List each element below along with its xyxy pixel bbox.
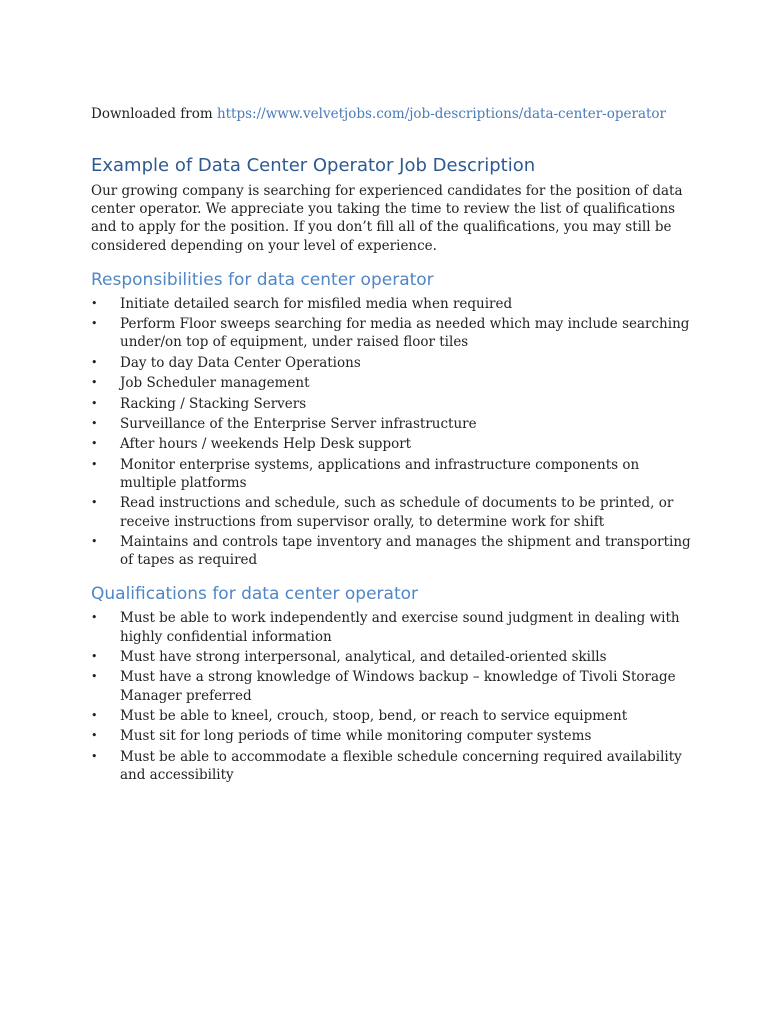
list-item-text: Must be able to kneel, crouch, stoop, bend, or reach to service equipment [120, 707, 628, 724]
list-item [91, 395, 691, 413]
list-item [91, 727, 691, 745]
bullet-icon: • [91, 437, 98, 451]
bullet-icon: • [91, 611, 98, 625]
list-item [91, 707, 691, 725]
list-item [91, 648, 691, 666]
list-item [91, 435, 691, 453]
list-item-text: After hours / weekends Help Desk support [120, 436, 412, 453]
list-item [91, 748, 691, 784]
bullet-icon: • [91, 496, 98, 510]
source-url-link[interactable]: https://www.velvetjobs.com/job-descriptions/data-center-operator [216, 106, 666, 122]
list-item [91, 415, 691, 433]
intro-paragraph: Our growing company is searching for experienced candidates for the position of data center operator. We appreciate you taking the time to review the list of qualifications and to apply for the position. If you don’t fill all of the qualifications, you may still be considered depending on your level of experience. [91, 183, 683, 254]
list-item [91, 315, 691, 351]
list-item-text: Initiate detailed search for misfiled media when required [120, 295, 513, 312]
list-item-text: Read instructions and schedule, such as schedule of documents to be printed, or receive instructions from supervisor orally, to determine work for shift [120, 495, 674, 530]
bullet-icon: • [91, 416, 98, 430]
list-item [91, 533, 691, 569]
list-item-text: Must have strong interpersonal, analytical, and detailed-oriented skills [120, 648, 607, 665]
qualifications-heading: Qualifications for data center operator [91, 584, 419, 605]
list-item-text: Racking / Stacking Servers [120, 395, 307, 412]
bullet-icon: • [91, 376, 98, 390]
downloaded-from-label: Downloaded from [91, 106, 213, 122]
bullet-icon: • [91, 396, 98, 410]
list-item-text: Day to day Data Center Operations [120, 354, 361, 371]
list-item-text: Job Scheduler management [120, 375, 310, 392]
bullet-icon: • [91, 534, 98, 548]
list-item [91, 494, 691, 530]
responsibilities-list [91, 295, 691, 570]
qualifications-list [91, 609, 691, 784]
document-title: Example of Data Center Operator Job Description [91, 155, 536, 176]
responsibilities-heading: Responsibilities for data center operator [91, 269, 434, 290]
list-item [91, 668, 691, 704]
list-item [91, 295, 691, 313]
document-page [91, 104, 691, 786]
list-item [91, 456, 691, 492]
list-item [91, 354, 691, 372]
list-item [91, 374, 691, 392]
bullet-icon: • [91, 708, 98, 722]
list-item-text: Must be able to accommodate a flexible schedule concerning required availability and accessibility [120, 748, 682, 783]
list-item-text: Monitor enterprise systems, applications and infrastructure components on multiple platforms [120, 456, 640, 491]
list-item [91, 609, 691, 645]
list-item-text: Must be able to work independently and exercise sound judgment in dealing with highly confidential information [120, 610, 680, 645]
bullet-icon: • [91, 670, 98, 684]
source-line [91, 104, 691, 124]
bullet-icon: • [91, 749, 98, 763]
bullet-icon: • [91, 649, 98, 663]
bullet-icon: • [91, 729, 98, 743]
list-item-text: Must sit for long periods of time while monitoring computer systems [120, 728, 592, 745]
list-item-text: Perform Floor sweeps searching for media as needed which may include searching under/on top of equipment, under raised floor tiles [120, 316, 690, 351]
bullet-icon: • [91, 457, 98, 471]
list-item-text: Maintains and controls tape inventory and manages the shipment and transporting of tapes as required [120, 533, 691, 569]
bullet-icon: • [91, 355, 98, 369]
list-item-text: Must have a strong knowledge of Windows backup – knowledge of Tivoli Storage Manager preferred [120, 669, 676, 704]
list-item-text: Surveillance of the Enterprise Server infrastructure [120, 415, 477, 432]
bullet-icon: • [91, 317, 98, 331]
bullet-icon: • [91, 296, 98, 310]
